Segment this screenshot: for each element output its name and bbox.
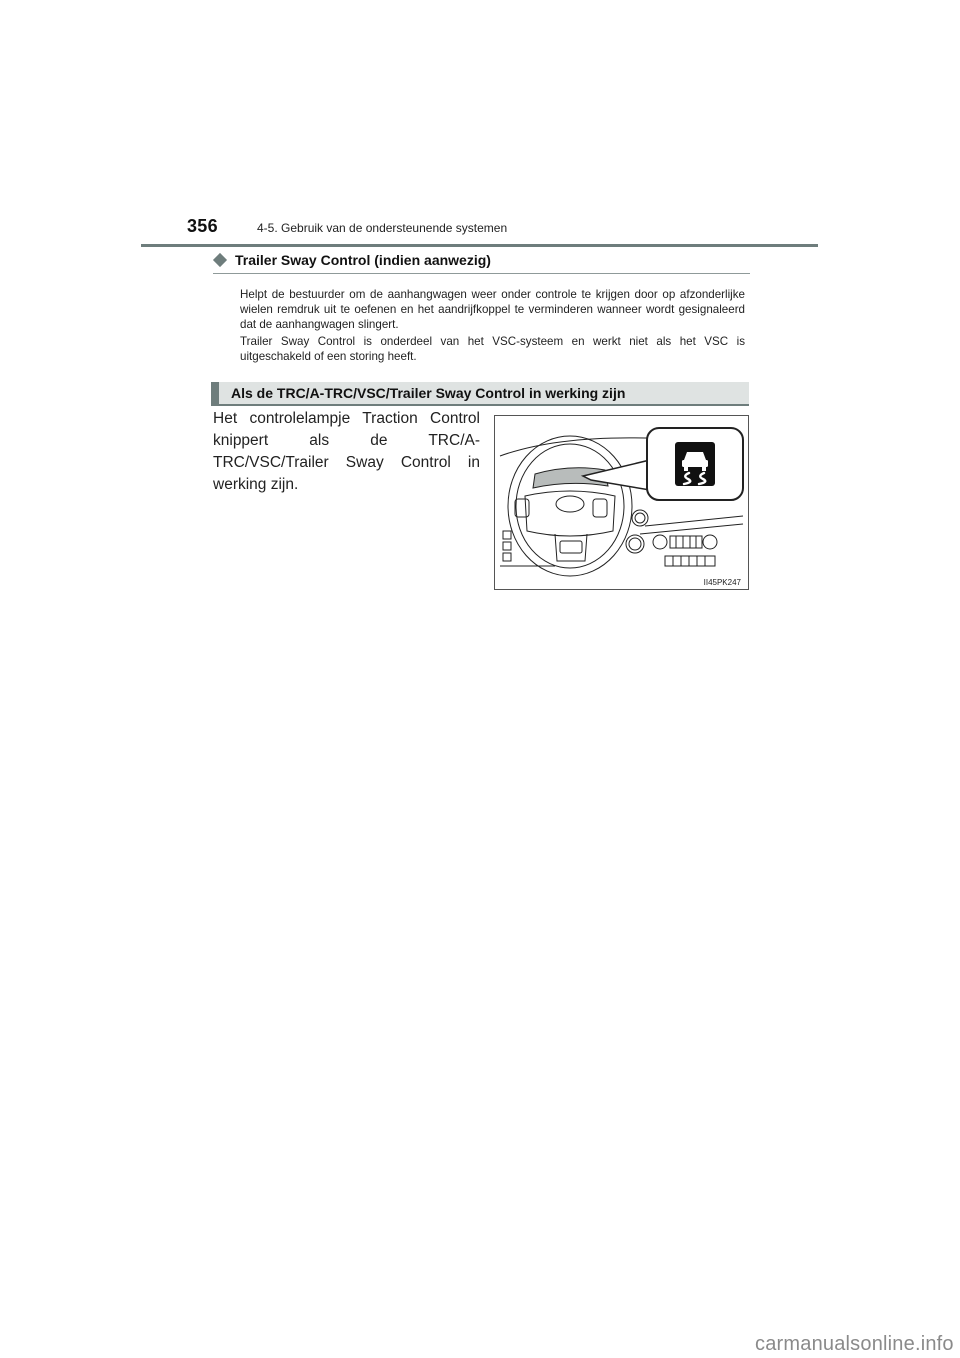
- dashboard-drawing: [495, 416, 748, 589]
- paragraph-1: Helpt de bestuurder om de aanhangwagen weer onder controle te krijgen door op afzonderlijke wielen remdruk uit te oefenen en het aandrijfkoppel te verminderen wanneer wordt gesignaleerd dat de aanhangwagen slingert.: [240, 288, 745, 331]
- slip-indicator-icon: [675, 442, 715, 486]
- page-number: 356: [187, 216, 218, 236]
- section-heading-bar: [211, 382, 749, 406]
- subsection-title: Trailer Sway Control (indien aanwezig): [235, 252, 491, 268]
- paragraph-2: Trailer Sway Control is onderdeel van het VSC-systeem en werkt niet als het VSC is uitgeschakeld of een storing heeft.: [240, 335, 745, 363]
- watermark: carmanualsonline.info: [755, 1333, 954, 1355]
- subsection-heading: [213, 252, 491, 268]
- section-bar-accent: [211, 382, 219, 404]
- section-body-text: Het controlelampje Traction Control knippert als de TRC/A-TRC/VSC/Trailer Sway Control in werking zijn.: [213, 410, 480, 493]
- section-title: Als de TRC/A-TRC/VSC/Trailer Sway Control in werking zijn: [231, 385, 626, 401]
- subsection-divider: [213, 273, 750, 274]
- diamond-bullet-icon: [213, 253, 227, 267]
- figure-code: II45PK247: [703, 578, 741, 587]
- header-divider: [141, 244, 818, 247]
- chapter-title: 4-5. Gebruik van de ondersteunende systemen: [257, 221, 508, 235]
- dashboard-illustration: [494, 415, 749, 590]
